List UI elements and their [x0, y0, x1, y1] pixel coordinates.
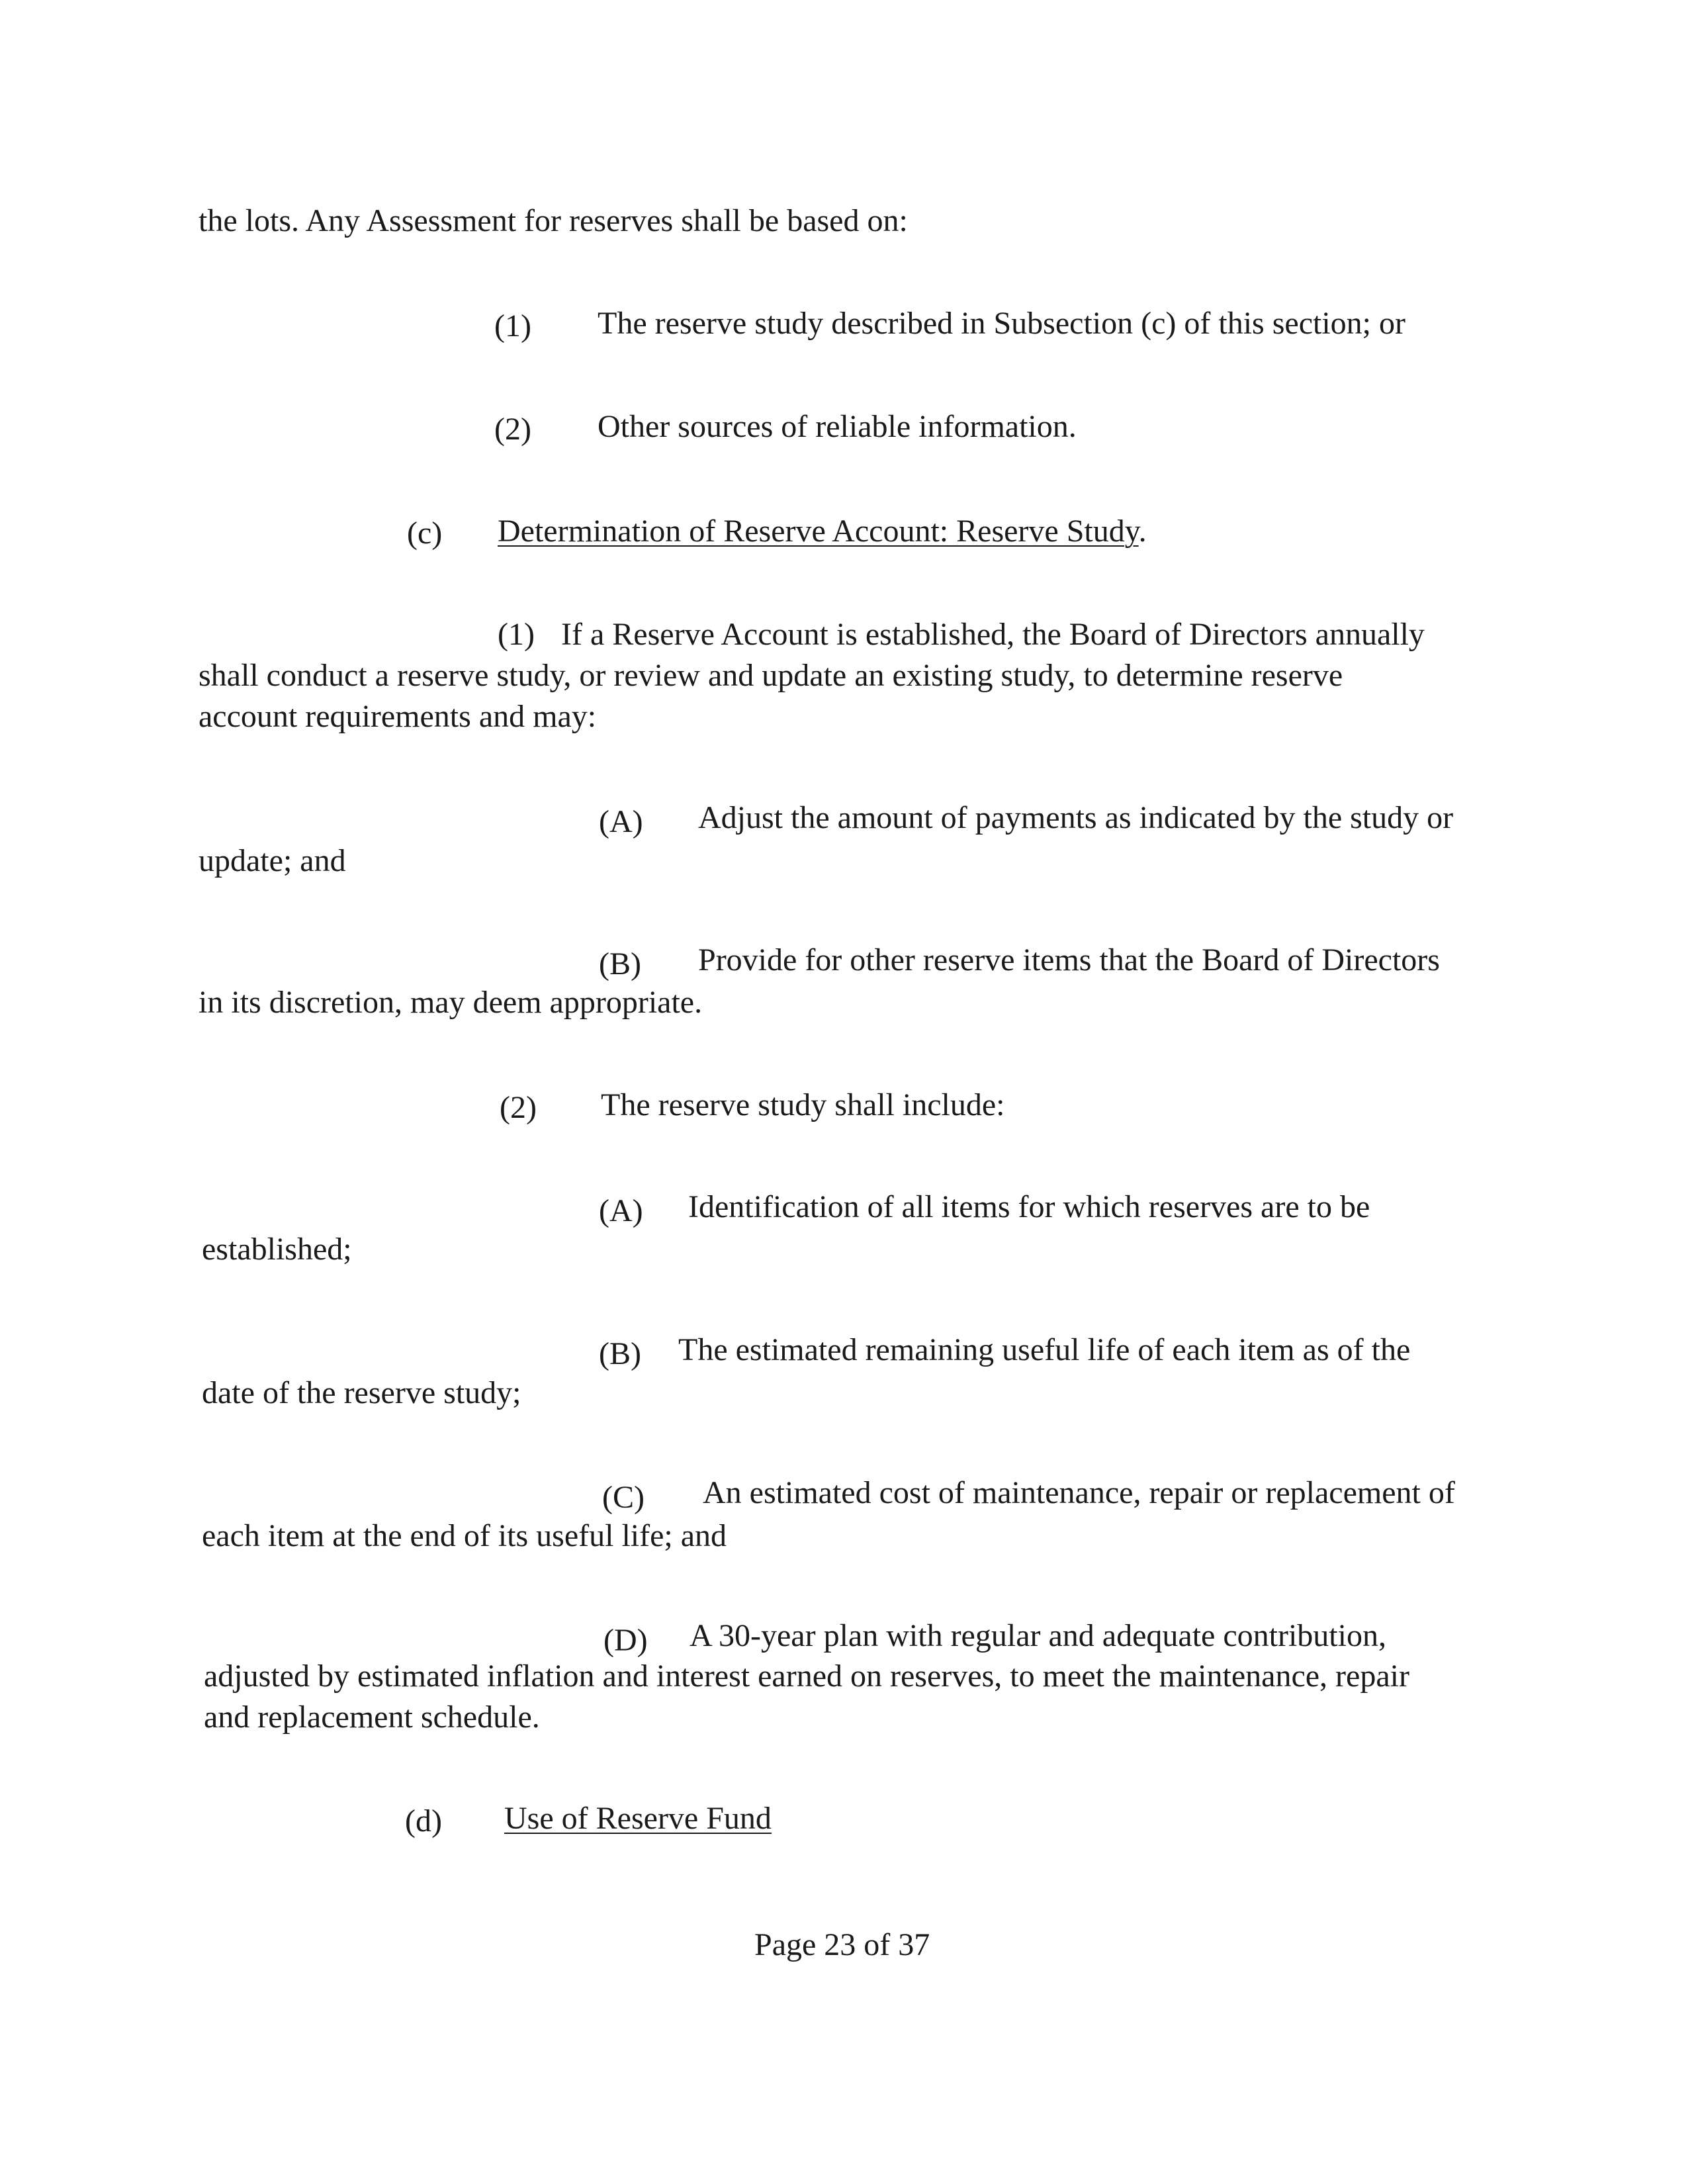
c1-B-cont: in its discretion, may deem appropriate. [199, 985, 703, 1020]
c2-D-cont: adjusted by estimated inflation and interest earned on reserves, to meet the maintenance, repair [204, 1659, 1409, 1694]
section-c-heading: Determination of Reserve Account: Reserve Study [498, 514, 1139, 549]
c2-C-label: (C) [602, 1480, 645, 1515]
c1-line3: account requirements and may: [199, 699, 597, 734]
c2-A-cont: established; [202, 1232, 352, 1267]
intro-line: the lots. Any Assessment for reserves shall be based on: [199, 203, 908, 238]
c1-num: (1) [498, 617, 535, 652]
b-item-2-num: (2) [494, 412, 531, 447]
b-item-1-num: (1) [494, 308, 531, 343]
c2-A-text: Identification of all items for which reserves are to be [688, 1189, 1370, 1224]
c2-C-cont: each item at the end of its useful life; and [202, 1518, 727, 1553]
section-d-heading-line [504, 1798, 772, 1839]
c1-lead: If a Reserve Account is established, the Board of Directors annually [561, 617, 1425, 652]
c2-B-cont: date of the reserve study; [202, 1375, 521, 1410]
c2-B-label: (B) [599, 1336, 641, 1371]
section-d-heading: Use of Reserve Fund [504, 1801, 772, 1836]
section-c-heading-line [498, 511, 1147, 552]
b-item-1-text: The reserve study described in Subsection (c) of this section; or [598, 306, 1405, 341]
c2-B-text: The estimated remaining useful life of each item as of the [678, 1332, 1411, 1367]
section-c-label: (c) [407, 516, 443, 551]
c1-A-text: Adjust the amount of payments as indicated by the study or [698, 800, 1454, 835]
page-number: Page 23 of 37 [754, 1927, 930, 1962]
b-item-2-text: Other sources of reliable information. [598, 409, 1077, 444]
section-d-label: (d) [405, 1803, 442, 1839]
c2-D-cont2: and replacement schedule. [204, 1700, 540, 1735]
section-c-heading-trail: . [1138, 514, 1147, 549]
c2-num: (2) [500, 1090, 537, 1125]
c2-D-label: (D) [603, 1623, 648, 1658]
c1-B-label: (B) [599, 946, 641, 981]
c2-D-text: A 30-year plan with regular and adequate contribution, [690, 1618, 1386, 1653]
c2-C-text: An estimated cost of maintenance, repair or replacement of [703, 1475, 1455, 1510]
c1-A-cont: update; and [199, 843, 346, 878]
c2-lead: The reserve study shall include: [601, 1087, 1005, 1122]
c1-line2: shall conduct a reserve study, or review and update an existing study, to determine reserve [199, 658, 1343, 693]
c1-B-text: Provide for other reserve items that the Board of Directors [698, 942, 1440, 978]
c2-A-label: (A) [599, 1193, 643, 1228]
c1-A-label: (A) [599, 804, 643, 839]
